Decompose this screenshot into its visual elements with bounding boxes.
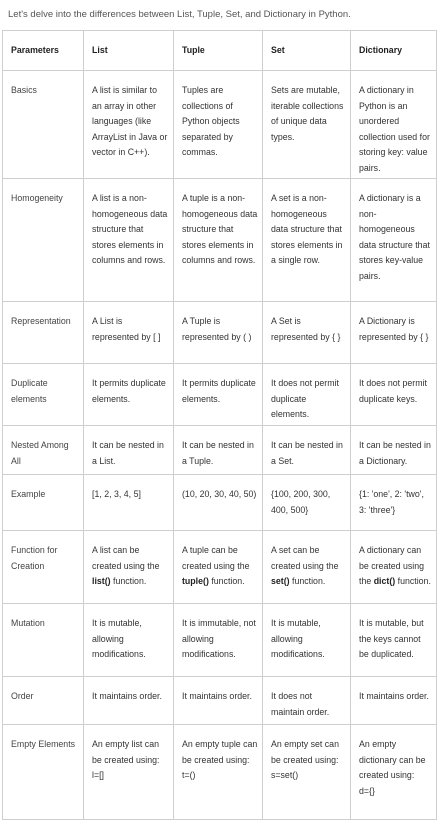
function-name: tuple() [182, 576, 209, 586]
param-cell: Mutation [3, 604, 84, 677]
set-cell: It does not maintain order. [263, 677, 351, 725]
dict-cell: A Dictionary is represented by { } [351, 302, 437, 364]
dict-cell [351, 725, 437, 820]
dict-cell: It does not permit duplicate keys. [351, 364, 437, 426]
tuple-cell [174, 531, 263, 604]
set-cell: A set is a non-homogeneous data structure that stores elements in a single row. [263, 179, 351, 302]
comparison-table [2, 30, 437, 820]
param-cell: Order [3, 677, 84, 725]
tuple-cell: It can be nested in a Tuple. [174, 426, 263, 475]
list-cell: It is mutable, allowing modifications. [84, 604, 174, 677]
set-cell [263, 725, 351, 820]
function-name: dict() [373, 576, 396, 586]
list-cell: A list is a non-homogeneous data structure that stores elements in columns and rows. [84, 179, 174, 302]
table-row [3, 531, 437, 604]
param-cell: Nested Among All [3, 426, 84, 475]
cell-text: function. [395, 576, 431, 586]
list-cell: A list is similar to an array in other languages (like ArrayList in Java or vector in C++). [84, 71, 174, 179]
list-cell: [1, 2, 3, 4, 5] [84, 475, 174, 531]
tuple-cell: (10, 20, 30, 40, 50) [174, 475, 263, 531]
cell-text: A set can be created using the [271, 545, 339, 571]
list-cell: It permits duplicate elements. [84, 364, 174, 426]
table-row [3, 179, 437, 302]
header-row [3, 31, 437, 71]
intro-text: Let's delve into the differences between List, Tuple, Set, and Dictionary in Python. [8, 9, 351, 20]
param-cell: Empty Elements [3, 725, 84, 820]
code-snippet: s=set() [271, 770, 299, 780]
cell-text: An empty list can be created using: [92, 739, 160, 765]
cell-text: A tuple can be created using the [182, 545, 250, 571]
list-cell: A List is represented by [ ] [84, 302, 174, 364]
tuple-cell: It permits duplicate elements. [174, 364, 263, 426]
list-cell: It maintains order. [84, 677, 174, 725]
param-cell: Representation [3, 302, 84, 364]
param-cell: Duplicate elements [3, 364, 84, 426]
table-row [3, 71, 437, 179]
table-row [3, 725, 437, 820]
cell-text: An empty dictionary can be created using: [359, 739, 426, 780]
header-tuple: Tuple [174, 31, 263, 71]
code-snippet: t=() [182, 770, 196, 780]
param-cell: Basics [3, 71, 84, 179]
table-row [3, 604, 437, 677]
dict-cell: A dictionary is a non-homogeneous data structure that stores key-value pairs. [351, 179, 437, 302]
cell-text: A dictionary can be created using the [359, 545, 425, 586]
tuple-cell: Tuples are collections of Python objects separated by commas. [174, 71, 263, 179]
table-row [3, 302, 437, 364]
header-set: Set [263, 31, 351, 71]
table-row [3, 364, 437, 426]
function-name: set() [271, 576, 290, 586]
dict-cell: It maintains order. [351, 677, 437, 725]
code-snippet: l=[] [92, 770, 104, 780]
function-name: list() [92, 576, 111, 586]
dict-cell: It can be nested in a Dictionary. [351, 426, 437, 475]
cell-text: function. [289, 576, 326, 586]
tuple-cell: A tuple is a non-homogeneous data structure that stores elements in columns and rows. [174, 179, 263, 302]
tuple-cell: A Tuple is represented by ( ) [174, 302, 263, 364]
list-cell: It can be nested in a List. [84, 426, 174, 475]
header-parameters: Parameters [3, 31, 84, 71]
header-list: List [84, 31, 174, 71]
tuple-cell [174, 725, 263, 820]
table-row [3, 426, 437, 475]
set-cell [263, 531, 351, 604]
dict-cell: A dictionary in Python is an unordered collection used for storing key: value pairs. [351, 71, 437, 179]
set-cell: Sets are mutable, iterable collections of unique data types. [263, 71, 351, 179]
cell-text: function. [208, 576, 245, 586]
cell-text: function. [110, 576, 147, 586]
code-snippet: d={} [359, 785, 375, 796]
tuple-cell: It maintains order. [174, 677, 263, 725]
set-cell: {100, 200, 300, 400, 500} [263, 475, 351, 531]
header-dictionary: Dictionary [351, 31, 437, 71]
list-cell [84, 725, 174, 820]
list-cell [84, 531, 174, 604]
set-cell: A Set is represented by { } [263, 302, 351, 364]
cell-text: An empty set can be created using: [271, 739, 339, 765]
set-cell: It is mutable, allowing modifications. [263, 604, 351, 677]
table-row [3, 475, 437, 531]
cell-text: A list can be created using the [92, 545, 160, 571]
param-cell: Function for Creation [3, 531, 84, 604]
set-cell: It does not permit duplicate elements. [263, 364, 351, 426]
cell-text: An empty tuple can be created using: [182, 739, 258, 765]
dict-cell: It is mutable, but the keys cannot be duplicated. [351, 604, 437, 677]
dict-cell [351, 531, 437, 604]
param-cell: Homogeneity [3, 179, 84, 302]
table-row [3, 677, 437, 725]
param-cell: Example [3, 475, 84, 531]
tuple-cell: It is immutable, not allowing modifications. [174, 604, 263, 677]
set-cell: It can be nested in a Set. [263, 426, 351, 475]
dict-cell: {1: 'one', 2: 'two', 3: 'three'} [351, 475, 437, 531]
